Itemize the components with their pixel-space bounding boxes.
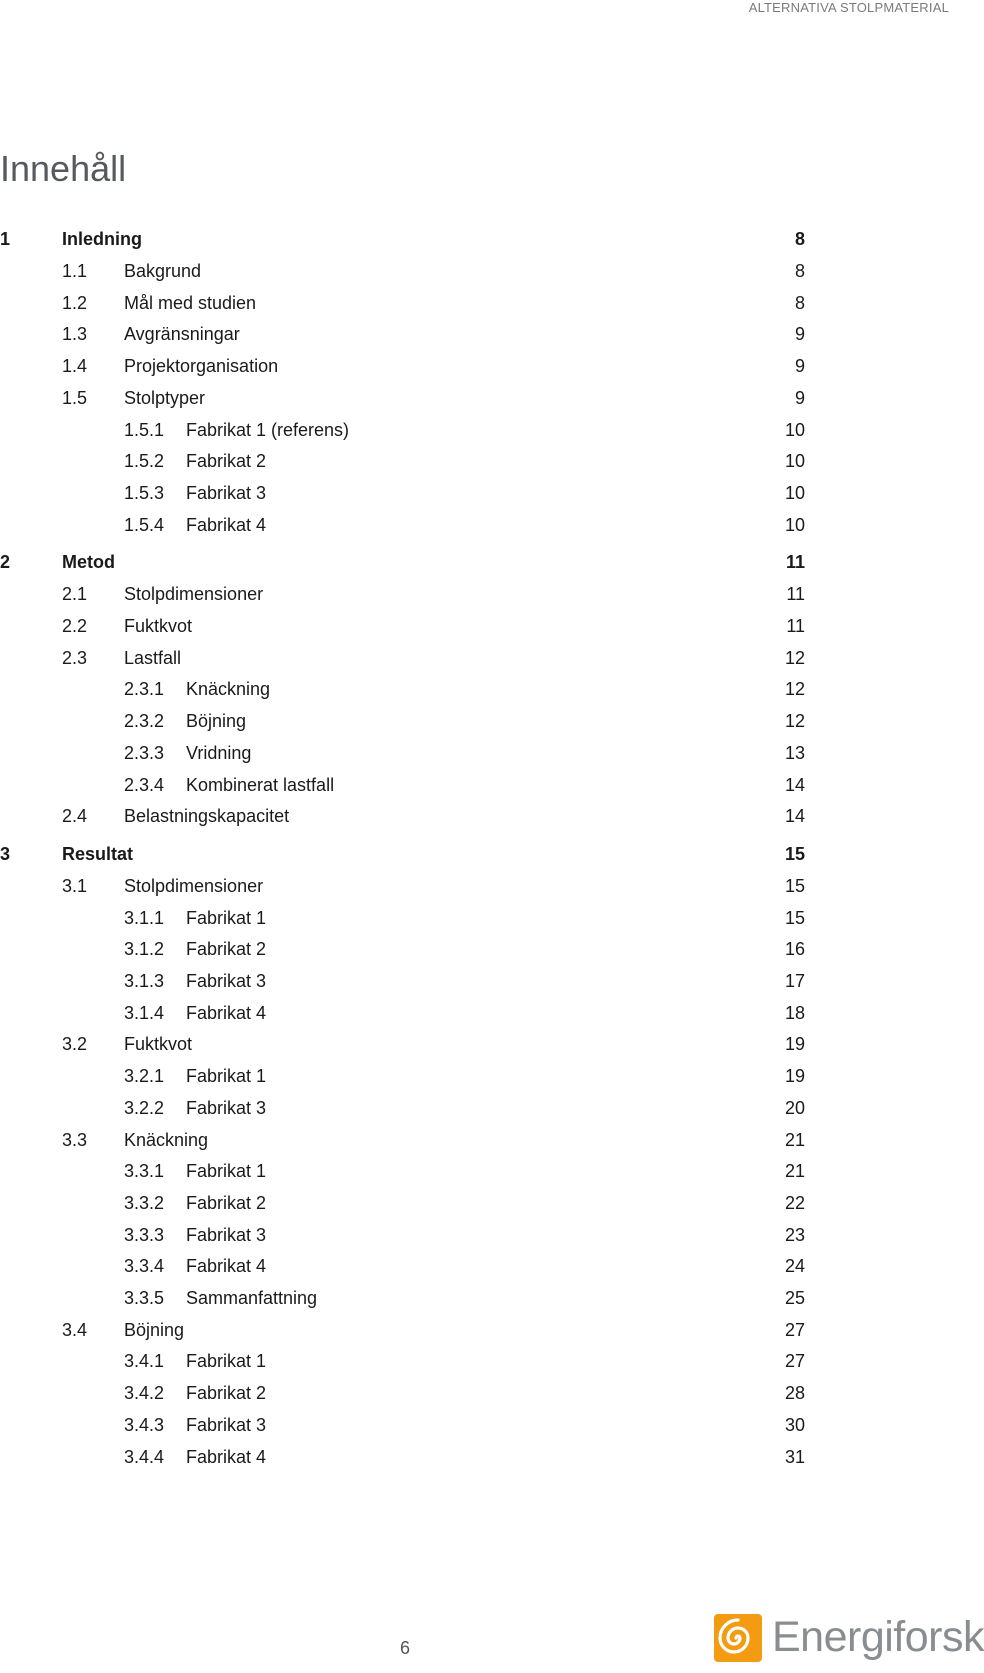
toc-entry-title: Fabrikat 1 (referens) [186, 419, 350, 440]
toc-entry-page: 13 [784, 742, 805, 763]
toc-entry-page: 10 [784, 514, 805, 535]
toc-entry-page: 15 [784, 875, 805, 896]
toc-entry-title: Fabrikat 1 [186, 1066, 267, 1087]
toc-entry-number: 2.3.3 [124, 742, 165, 763]
toc-entry-title: Lastfall [124, 647, 182, 668]
toc-entry-title: Stolpdimensioner [124, 584, 264, 605]
toc-entry[interactable] [0, 288, 805, 318]
toc-entry-title: Fabrikat 4 [186, 1256, 267, 1277]
brand-name: Energiforsk [772, 1613, 984, 1661]
toc-entry-page: 21 [784, 1129, 805, 1150]
toc-entry-page: 20 [784, 1097, 805, 1118]
toc-entry[interactable] [0, 579, 805, 609]
toc-entry[interactable] [0, 706, 805, 736]
toc-entry-page: 9 [794, 387, 805, 408]
toc-entry-page: 8 [794, 261, 805, 281]
toc-entry[interactable] [0, 1220, 805, 1250]
toc-entry-page: 28 [784, 1383, 805, 1404]
toc-entry[interactable] [0, 1442, 805, 1472]
toc-entry-number: 1 [0, 229, 11, 249]
toc-entry-title: Projektorganisation [124, 356, 279, 377]
toc-entry-title: Belastningskapacitet [124, 806, 290, 827]
toc-entry-page: 11 [786, 584, 805, 605]
toc-entry[interactable] [0, 256, 805, 286]
toc-entry-number: 3.2.1 [124, 1066, 165, 1087]
running-header: ALTERNATIVA STOLPMATERIAL [748, 0, 949, 15]
toc-entry[interactable] [0, 1188, 805, 1218]
toc-entry-page: 14 [784, 806, 805, 827]
toc-entry-number: 3.3 [62, 1129, 88, 1150]
toc-entry-title: Fabrikat 2 [186, 1192, 267, 1213]
toc-entry-number: 3.1.1 [124, 907, 165, 928]
toc-entry-number: 2.1 [62, 584, 88, 605]
toc-entry-number: 2.2 [62, 616, 88, 636]
toc-entry-title: Knäckning [186, 679, 271, 700]
toc-entry-title: Bakgrund [124, 261, 202, 281]
toc-entry[interactable] [0, 611, 805, 641]
toc-entry[interactable] [0, 415, 805, 445]
toc-entry-title: Fabrikat 1 [186, 907, 267, 928]
toc-entry-page: 31 [784, 1446, 805, 1467]
toc-entry-title: Fabrikat 4 [186, 1446, 267, 1467]
toc-entry-title: Fabrikat 4 [186, 1002, 267, 1023]
toc-entry-page: 8 [794, 229, 805, 249]
toc-entry-number: 1.5.4 [124, 514, 165, 535]
toc-entry-page: 11 [786, 616, 805, 636]
toc-entry-number: 3.3.4 [124, 1256, 165, 1277]
toc-entry-title: Fabrikat 3 [186, 1224, 267, 1245]
toc-entry-title: Fabrikat 3 [186, 1414, 267, 1435]
toc-entry[interactable] [0, 510, 805, 540]
toc-entry-number: 1.4 [62, 356, 88, 377]
toc-entry-number: 3.3.3 [124, 1224, 165, 1245]
toc-entry-page: 10 [784, 451, 805, 472]
toc-entry-title: Kombinerat lastfall [186, 774, 335, 795]
toc-entry-number: 3 [0, 843, 11, 864]
toc-entry-number: 3.3.2 [124, 1192, 165, 1213]
toc-entry[interactable] [0, 1251, 805, 1281]
toc-entry-page: 8 [794, 292, 805, 313]
toc-entry-page: 9 [794, 356, 805, 377]
toc-entry-title: Knäckning [124, 1129, 209, 1150]
toc-entry-number: 3.4.4 [124, 1446, 165, 1467]
toc-entry-title: Fuktkvot [124, 1034, 193, 1055]
toc-entry[interactable] [0, 224, 805, 254]
toc-entry-title: Fabrikat 2 [186, 1383, 267, 1404]
toc-entry[interactable] [0, 1410, 805, 1440]
toc-entry-page: 19 [784, 1034, 805, 1055]
toc-entry[interactable] [0, 319, 805, 349]
toc-entry-title: Böjning [124, 1319, 185, 1340]
toc-entry-number: 1.1 [62, 261, 88, 281]
toc-entry-number: 3.3.5 [124, 1288, 165, 1308]
toc-entry-page: 21 [784, 1161, 805, 1182]
toc-entry[interactable] [0, 770, 805, 800]
toc-entry-number: 3.1.4 [124, 1002, 165, 1023]
toc-entry-number: 3.2 [62, 1034, 88, 1055]
toc-entry[interactable] [0, 1283, 805, 1313]
energiforsk-logo [714, 1612, 984, 1662]
toc-entry[interactable] [0, 966, 805, 996]
toc-entry-page: 10 [784, 419, 805, 440]
toc-entry-page: 9 [794, 324, 805, 345]
toc-entry[interactable] [0, 351, 805, 381]
toc-entry-title: Fabrikat 3 [186, 482, 267, 503]
toc-entry-page: 24 [784, 1256, 805, 1277]
toc-entry[interactable] [0, 674, 805, 704]
toc-entry-number: 2.3 [62, 647, 88, 668]
toc-entry[interactable] [0, 871, 805, 901]
toc-entry[interactable] [0, 738, 805, 768]
toc-entry-number: 3.4 [62, 1319, 88, 1340]
toc-entry-number: 2 [0, 552, 11, 573]
toc-entry-number: 3.4.2 [124, 1383, 165, 1404]
toc-entry-title: Fuktkvot [124, 616, 193, 636]
toc-entry[interactable] [0, 1029, 805, 1059]
toc-entry-title: Sammanfattning [186, 1288, 318, 1308]
toc-entry[interactable] [0, 547, 805, 577]
toc-entry-page: 10 [784, 482, 805, 503]
toc-entry-page: 30 [784, 1414, 805, 1435]
toc-entry-number: 3.1.3 [124, 971, 165, 991]
toc-entry[interactable] [0, 643, 805, 673]
toc-entry-page: 22 [784, 1192, 805, 1213]
toc-entry-number: 2.3.2 [124, 711, 165, 732]
toc-entry-number: 3.1.2 [124, 939, 165, 960]
toc-entry-title: Stolpdimensioner [124, 875, 264, 896]
toc-entry-title: Fabrikat 2 [186, 451, 267, 472]
toc-entry-page: 27 [784, 1351, 805, 1372]
toc-entry-title: Avgränsningar [124, 324, 240, 345]
toc-entry-page: 12 [784, 711, 805, 732]
toc-entry[interactable] [0, 903, 805, 933]
toc-entry-number: 3.4.1 [124, 1351, 165, 1372]
toc-entry-page: 12 [784, 679, 805, 700]
page-title: Innehåll [0, 148, 127, 189]
toc-entry[interactable] [0, 446, 805, 476]
toc-entry[interactable] [0, 1125, 805, 1155]
toc-entry-page: 11 [785, 552, 805, 573]
toc-entry-number: 3.2.2 [124, 1097, 165, 1118]
toc-entry-page: 15 [784, 907, 805, 928]
toc-entry-number: 2.4 [62, 806, 88, 827]
toc-entry[interactable] [0, 1093, 805, 1123]
toc-entry-page: 16 [784, 939, 805, 960]
energiforsk-spiral-icon [714, 1614, 762, 1662]
toc-entry[interactable] [0, 478, 805, 508]
toc-entry[interactable] [0, 1156, 805, 1186]
toc-entry-number: 1.5.2 [124, 451, 165, 472]
toc-entry-number: 1.5 [62, 387, 88, 408]
toc-entry-number: 3.1 [62, 875, 88, 896]
toc-entry-number: 2.3.4 [124, 774, 165, 795]
toc-entry-title: Stolptyper [124, 387, 206, 408]
toc-entry-title: Böjning [186, 711, 247, 732]
toc-entry[interactable] [0, 1346, 805, 1376]
toc-entry-page: 25 [784, 1288, 805, 1308]
toc-entry[interactable] [0, 1378, 805, 1408]
toc-entry-number: 2.3.1 [124, 679, 165, 700]
page-number: 6 [400, 1638, 411, 1658]
toc-entry-number: 1.2 [62, 292, 88, 313]
toc-entry-page: 17 [784, 971, 805, 991]
toc-entry-title: Fabrikat 4 [186, 514, 267, 535]
toc-entry-page: 19 [784, 1066, 805, 1087]
toc-entry-title: Fabrikat 2 [186, 939, 267, 960]
toc-entry-title: Fabrikat 3 [186, 1097, 267, 1118]
toc-entry-page: 23 [784, 1224, 805, 1245]
toc-entry-title: Resultat [62, 843, 134, 864]
toc-entry-title: Fabrikat 3 [186, 971, 267, 991]
toc-entry-page: 15 [784, 843, 805, 864]
toc-entry-title: Mål med studien [124, 292, 257, 313]
toc-entry[interactable] [0, 1061, 805, 1091]
toc-entry-number: 3.4.3 [124, 1414, 165, 1435]
toc-entry-title: Vridning [186, 742, 252, 763]
toc-entry-title: Fabrikat 1 [186, 1351, 267, 1372]
toc-entry-number: 1.5.3 [124, 482, 165, 503]
toc-entry[interactable] [0, 383, 805, 413]
toc-entry[interactable] [0, 1315, 805, 1345]
toc-entry[interactable] [0, 934, 805, 964]
toc-entry-page: 27 [784, 1319, 805, 1340]
toc-entry-number: 1.3 [62, 324, 88, 345]
toc-entry-page: 14 [784, 774, 805, 795]
toc-entry-number: 1.5.1 [124, 419, 165, 440]
toc-entry[interactable] [0, 998, 805, 1028]
toc-entry-page: 18 [784, 1002, 805, 1023]
toc-entry-page: 12 [784, 647, 805, 668]
toc-entry[interactable] [0, 839, 805, 869]
toc-entry-number: 3.3.1 [124, 1161, 165, 1182]
toc-entry-title: Metod [62, 552, 115, 573]
toc-entry-title: Fabrikat 1 [186, 1161, 267, 1182]
toc-entry[interactable] [0, 801, 805, 831]
toc-entry-title: Inledning [62, 229, 142, 249]
